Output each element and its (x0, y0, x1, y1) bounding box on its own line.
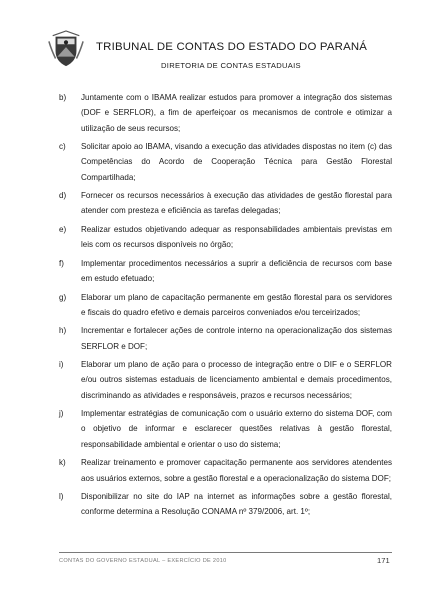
footer-divider (59, 552, 392, 553)
list-item (59, 323, 392, 354)
item-marker: i) (59, 360, 64, 370)
item-marker: e) (59, 224, 67, 234)
list-item (59, 188, 392, 219)
item-text: Solicitar apoio ao IBAMA, visando a execução das atividades dispostas no item (c) das Competências do Acordo de Cooperação Técnica para Gestão Florestal Compartilhada; (81, 142, 392, 182)
item-marker: l) (59, 492, 64, 501)
item-text: Elaborar um plano de ação para o processo de integração entre o DIF e o SERFLOR e/ou outros sistemas estaduais de licenciamento ambiental e demais procedimentos, discriminando as atividades e responsáveis, prazos e recursos necessários; (81, 360, 392, 400)
item-text: Juntamente com o IBAMA realizar estudos para promover a integração dos sistemas (DOF e SERFLOR), a fim de aperfeiçoar os mecanismos de controle e otimizar a utilização de seus recursos; (81, 93, 392, 133)
list-item (59, 139, 392, 185)
list-item (59, 256, 392, 287)
item-text: Fornecer os recursos necessários à execução das atividades de gestão florestal para atender com presteza e eficiência as tarefas delegadas; (81, 191, 392, 216)
item-marker: d) (59, 191, 67, 201)
item-marker: j) (59, 409, 64, 419)
list-item (59, 90, 392, 136)
footer-caption: CONTAS DO GOVERNO ESTADUAL – EXERCÍCIO DE 2010 (59, 558, 227, 564)
list-item (59, 357, 392, 403)
organization-title: TRIBUNAL DE CONTAS DO ESTADO DO PARANÁ (96, 41, 368, 53)
item-marker: c) (59, 142, 66, 152)
item-marker: f) (59, 258, 64, 268)
page-number: 171 (377, 556, 390, 565)
item-marker: k) (59, 458, 66, 468)
item-marker: g) (59, 292, 67, 302)
list-item (59, 222, 392, 253)
item-marker: b) (59, 93, 67, 102)
page-header (0, 0, 432, 80)
directorate-subtitle: DIRETORIA DE CONTAS ESTADUAIS (161, 61, 301, 70)
item-text: Implementar estratégias de comunicação com o usuário externo do sistema DOF, com o objetivo de informar e esclarecer questões relativas à gestão florestal, responsabilidade ambiental e orientar o uso do sistema; (81, 409, 392, 449)
list-item (59, 290, 392, 321)
list-item (59, 406, 392, 452)
item-marker: h) (59, 326, 67, 336)
item-text: Elaborar um plano de capacitação permanente em gestão florestal para os servidores e fiscais do quadro efetivo e demais parceiros conveniados e/ou terceirizados; (81, 292, 392, 317)
item-text: Implementar procedimentos necessários a suprir a deficiência de recursos com base em estudo efetuado; (81, 258, 392, 284)
item-text: Realizar treinamento e promover capacitação permanente aos servidores atendentes aos usuários externos, sobre a gestão florestal e a operacionalização do sistema DOF; (81, 458, 392, 483)
list-item (59, 489, 392, 520)
item-text: Realizar estudos objetivando adequar as responsabilidades ambientais previstas em leis com os recursos disponíveis no órgão; (81, 224, 392, 250)
item-text: Incrementar e fortalecer ações de controle interno na operacionalização dos sistemas SERFLOR e DOF; (81, 326, 392, 351)
list-item (59, 455, 392, 486)
parana-coat-of-arms-icon (47, 30, 85, 68)
recommendations-list (59, 90, 392, 523)
item-text: Disponibilizar no site do IAP na internet as informações sobre a gestão florestal, conforme determina a Resolução CONAMA nº 379/2006, art. 1º; (81, 492, 392, 517)
